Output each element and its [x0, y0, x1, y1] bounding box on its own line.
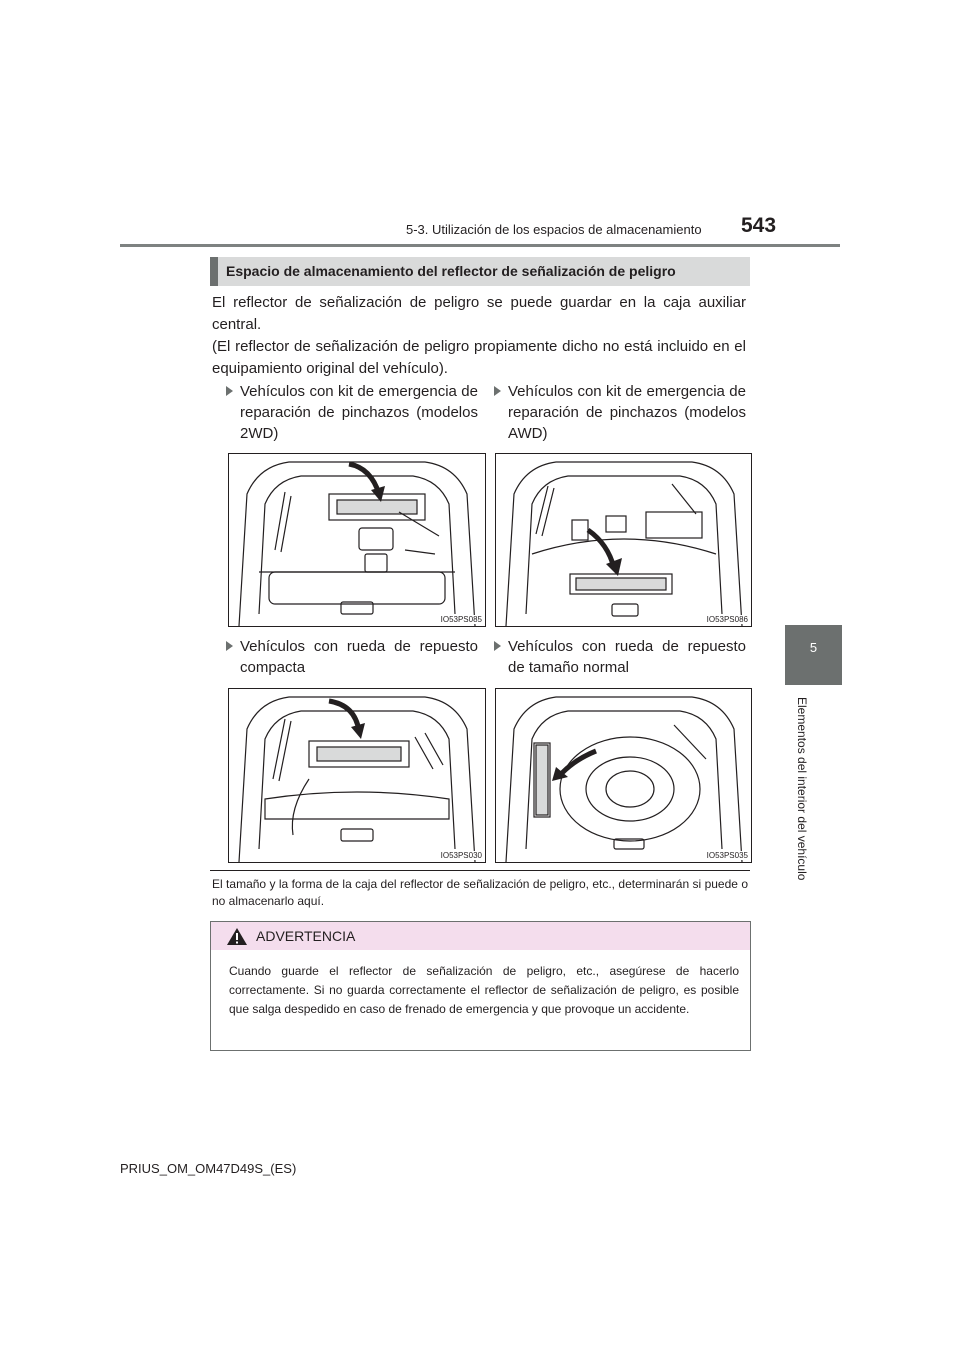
trunk-illustration-2wd — [229, 454, 485, 626]
footer-doc-id: PRIUS_OM_OM47D49S_(ES) — [120, 1161, 297, 1176]
item-label-full-size-spare: Vehículos con rueda de repuesto de tamaño normal — [494, 636, 746, 678]
chapter-title-text: Elementos del interior del vehículo — [795, 697, 809, 881]
figure-note: El tamaño y la forma de la caja del reflector de señalización de peligro, etc., determinarán si puede o no almacenarlo aquí. — [212, 877, 748, 908]
trunk-illustration-compact-spare — [229, 689, 485, 862]
intro-line-1: El reflector de señalización de peligro se puede guardar en la caja auxiliar central. — [212, 294, 746, 333]
figure-trunk-full-size-spare — [495, 688, 752, 863]
warning-triangle-icon — [226, 927, 248, 946]
figure-code: IO53PS030 — [440, 851, 482, 860]
figure-code: IO53PS035 — [706, 851, 748, 860]
bullet-triangle-icon — [226, 641, 233, 651]
section-heading-text: Espacio de almacenamiento del reflector de señalización de peligro — [226, 263, 676, 279]
warning-title: ADVERTENCIA — [256, 928, 356, 944]
trunk-illustration-full-size-spare — [496, 689, 751, 862]
header-rule — [120, 244, 840, 247]
warning-header — [211, 922, 750, 950]
intro-paragraph — [212, 292, 746, 380]
running-header: 5-3. Utilización de los espacios de almacenamiento — [406, 222, 702, 237]
figure-trunk-awd — [495, 453, 752, 627]
bullet-triangle-icon — [226, 386, 233, 396]
item-label-awd: Vehículos con kit de emergencia de reparación de pinchazos (modelos AWD) — [494, 381, 746, 444]
item-label-compact-spare: Vehículos con rueda de repuesto compacta — [226, 636, 478, 678]
chapter-tab — [785, 625, 842, 685]
chapter-title-vertical — [795, 697, 815, 907]
intro-line-2: (El reflector de señalización de peligro propiamente dicho no está incluido en el equipamiento original del vehículo). — [212, 338, 746, 377]
chapter-number: 5 — [809, 640, 818, 655]
bullet-triangle-icon — [494, 641, 501, 651]
heading-accent-bar — [210, 257, 218, 286]
section-heading — [210, 257, 750, 286]
note-rule — [210, 870, 750, 871]
item-label-2wd: Vehículos con kit de emergencia de reparación de pinchazos (modelos 2WD) — [226, 381, 478, 444]
figure-trunk-2wd — [228, 453, 486, 627]
page-number: 543 — [741, 214, 777, 237]
figure-trunk-compact-spare — [228, 688, 486, 863]
warning-body: Cuando guarde el reflector de señalización de peligro, etc., asegúrese de hacerlo correctamente. Si no guarda correctamente el reflector de señalización de peligro, es posible que salga despedido en caso de frenado de emergencia y que provoque un accidente. — [229, 964, 739, 1016]
figure-code: IO53PS086 — [706, 615, 748, 624]
trunk-illustration-awd — [496, 454, 751, 626]
bullet-triangle-icon — [494, 386, 501, 396]
figure-code: IO53PS085 — [440, 615, 482, 624]
warning-box — [210, 921, 751, 1051]
